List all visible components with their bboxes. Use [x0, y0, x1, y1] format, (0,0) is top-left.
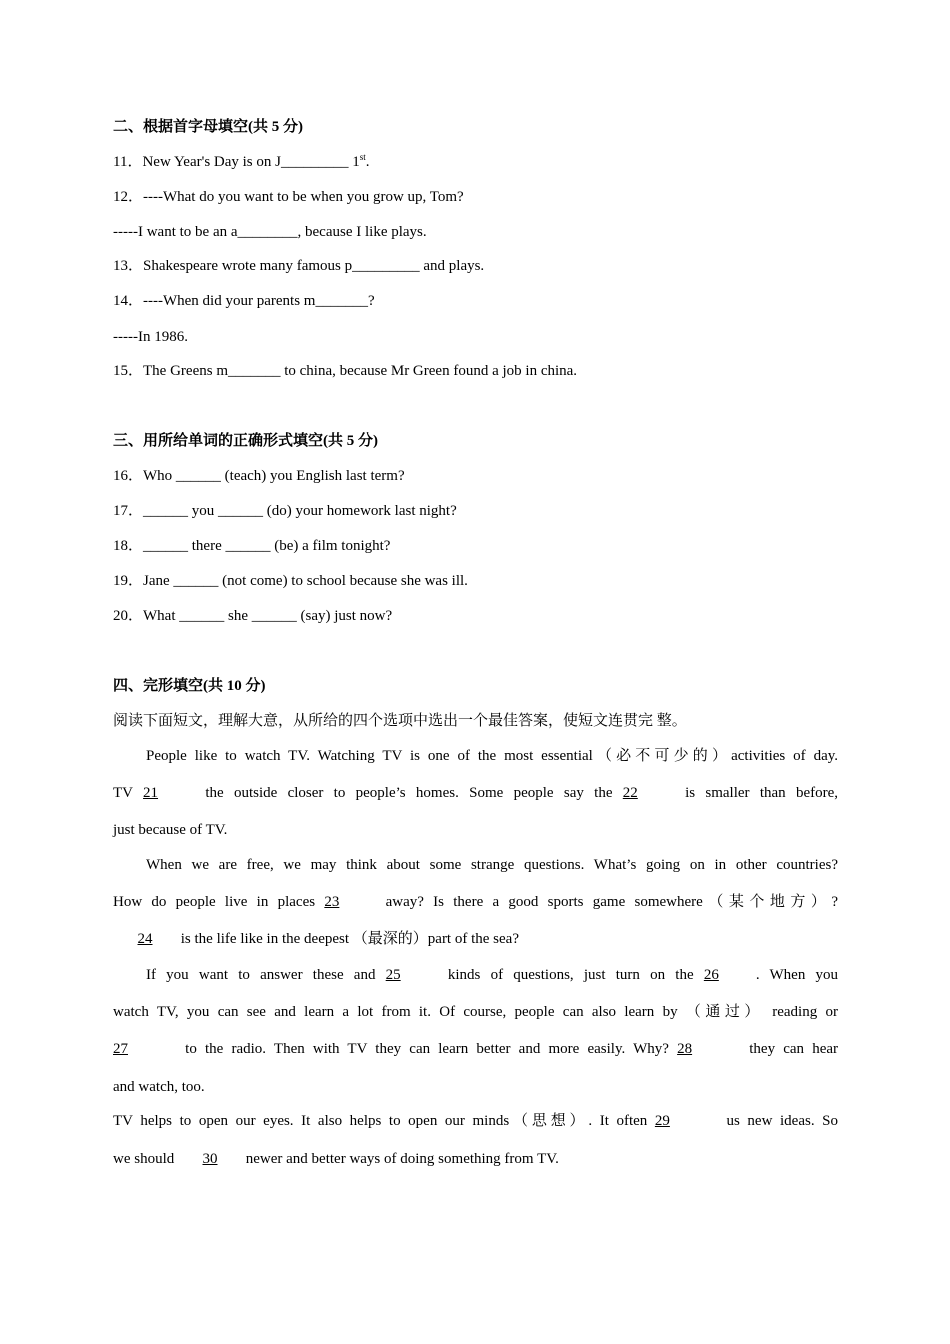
blank-23: 23 [324, 894, 340, 910]
passage-text: is the life like in the deepest （最深的）part of the sea? [180, 931, 519, 947]
passage-text: away? Is there a good sports game somewhere（某个地方）? [385, 894, 839, 910]
blank-21: 21 [143, 785, 159, 801]
question-number: 13． [113, 258, 144, 274]
passage-text: TV helps to open our eyes. It also helps to open our minds（思想）. It often [113, 1113, 648, 1129]
question-text: ----What do you want to be when you grow up, Tom? [143, 189, 464, 205]
question-12 [113, 188, 464, 206]
question-19 [113, 572, 468, 590]
blank-26: 26 [703, 967, 719, 983]
passage-line: When we are free, we may think about some strange questions. What’s going on in other countries? [146, 857, 838, 873]
passage-line [113, 893, 838, 911]
question-number: 11． [113, 154, 143, 170]
passage-text: newer and better ways of doing something from TV. [245, 1151, 559, 1167]
question-18 [113, 537, 390, 555]
question-text: ----When did your parents m_______? [143, 293, 375, 309]
passage-text: . When you [755, 967, 839, 983]
cloze-instruction: 阅读下面短文，理解大意，从所给的四个选项中选出一个最佳答案，使短文连贯完 整。 [113, 713, 687, 729]
question-number: 12． [113, 189, 144, 205]
question-17 [113, 502, 457, 520]
passage-line [113, 1112, 838, 1130]
superscript: st [359, 152, 366, 162]
passage-line: watch TV, you can see and learn a lot from it. Of course, people can also learn by （通过） reading or [113, 1004, 838, 1020]
passage-text: they can hear [749, 1041, 839, 1057]
question-text: Who ______ (teach) you English last term? [143, 468, 405, 484]
question-text: ______ you ______ (do) your homework last night? [143, 503, 457, 519]
question-12-answer-line: -----I want to be an a________, because I like plays. [113, 224, 427, 240]
passage-line: and watch, too. [113, 1079, 205, 1095]
passage-text: the outside closer to people’s homes. Some people say the [205, 785, 613, 801]
question-text: ______ there ______ (be) a film tonight? [143, 538, 391, 554]
question-13 [113, 257, 484, 275]
question-14 [113, 292, 375, 310]
passage-text: we should [113, 1151, 175, 1167]
passage-text: to the radio. Then with TV they can learn better and more easily. Why? [185, 1041, 669, 1057]
question-text: Jane ______ (not come) to school because she was ill. [143, 573, 468, 589]
question-number: 16． [113, 468, 144, 484]
section-4-heading: 四、完形填空(共 10 分) [113, 678, 266, 694]
question-number: 18． [113, 538, 144, 554]
passage-text: How do people live in places [113, 894, 316, 910]
blank-27: 27 [113, 1041, 128, 1057]
blank-30: 30 [202, 1151, 218, 1167]
passage-line [113, 1040, 838, 1058]
question-text: What ______ she ______ (say) just now? [143, 608, 393, 624]
question-text: The Greens m_______ to china, because Mr Green found a job in china. [143, 363, 578, 379]
question-text: Shakespeare wrote many famous p_________ and plays. [143, 258, 485, 274]
question-text-end: . [365, 154, 370, 170]
blank-24: 24 [137, 931, 153, 947]
question-11 [113, 153, 370, 171]
passage-line [146, 966, 838, 984]
question-14-answer-line: -----In 1986. [113, 329, 188, 345]
passage-text: is smaller than before, [685, 785, 838, 801]
passage-line [113, 930, 519, 948]
passage-text: kinds of questions, just turn on the [447, 967, 694, 983]
section-3-heading: 三、用所给单词的正确形式填空(共 5 分) [113, 433, 378, 449]
passage-text: TV [113, 785, 133, 801]
question-number: 14． [113, 293, 144, 309]
question-number: 15． [113, 363, 144, 379]
question-15 [113, 362, 577, 380]
blank-28: 28 [677, 1041, 693, 1057]
blank-29: 29 [654, 1113, 670, 1129]
passage-line [113, 1150, 559, 1168]
passage-line [113, 784, 838, 802]
question-text: New Year's Day is on J_________ 1 [142, 154, 360, 170]
question-number: 19． [113, 573, 144, 589]
question-20 [113, 607, 392, 625]
blank-25: 25 [385, 967, 401, 983]
section-2-heading: 二、根据首字母填空(共 5 分) [113, 119, 303, 135]
passage-line: just because of TV. [113, 822, 228, 838]
question-number: 20． [113, 608, 144, 624]
question-number: 17． [113, 503, 144, 519]
blank-22: 22 [622, 785, 638, 801]
passage-line: People like to watch TV. Watching TV is one of the most essential（必不可少的）activities of day. [146, 748, 838, 764]
passage-text: us new ideas. So [726, 1113, 838, 1129]
question-16 [113, 467, 405, 485]
passage-text: If you want to answer these and [146, 967, 376, 983]
